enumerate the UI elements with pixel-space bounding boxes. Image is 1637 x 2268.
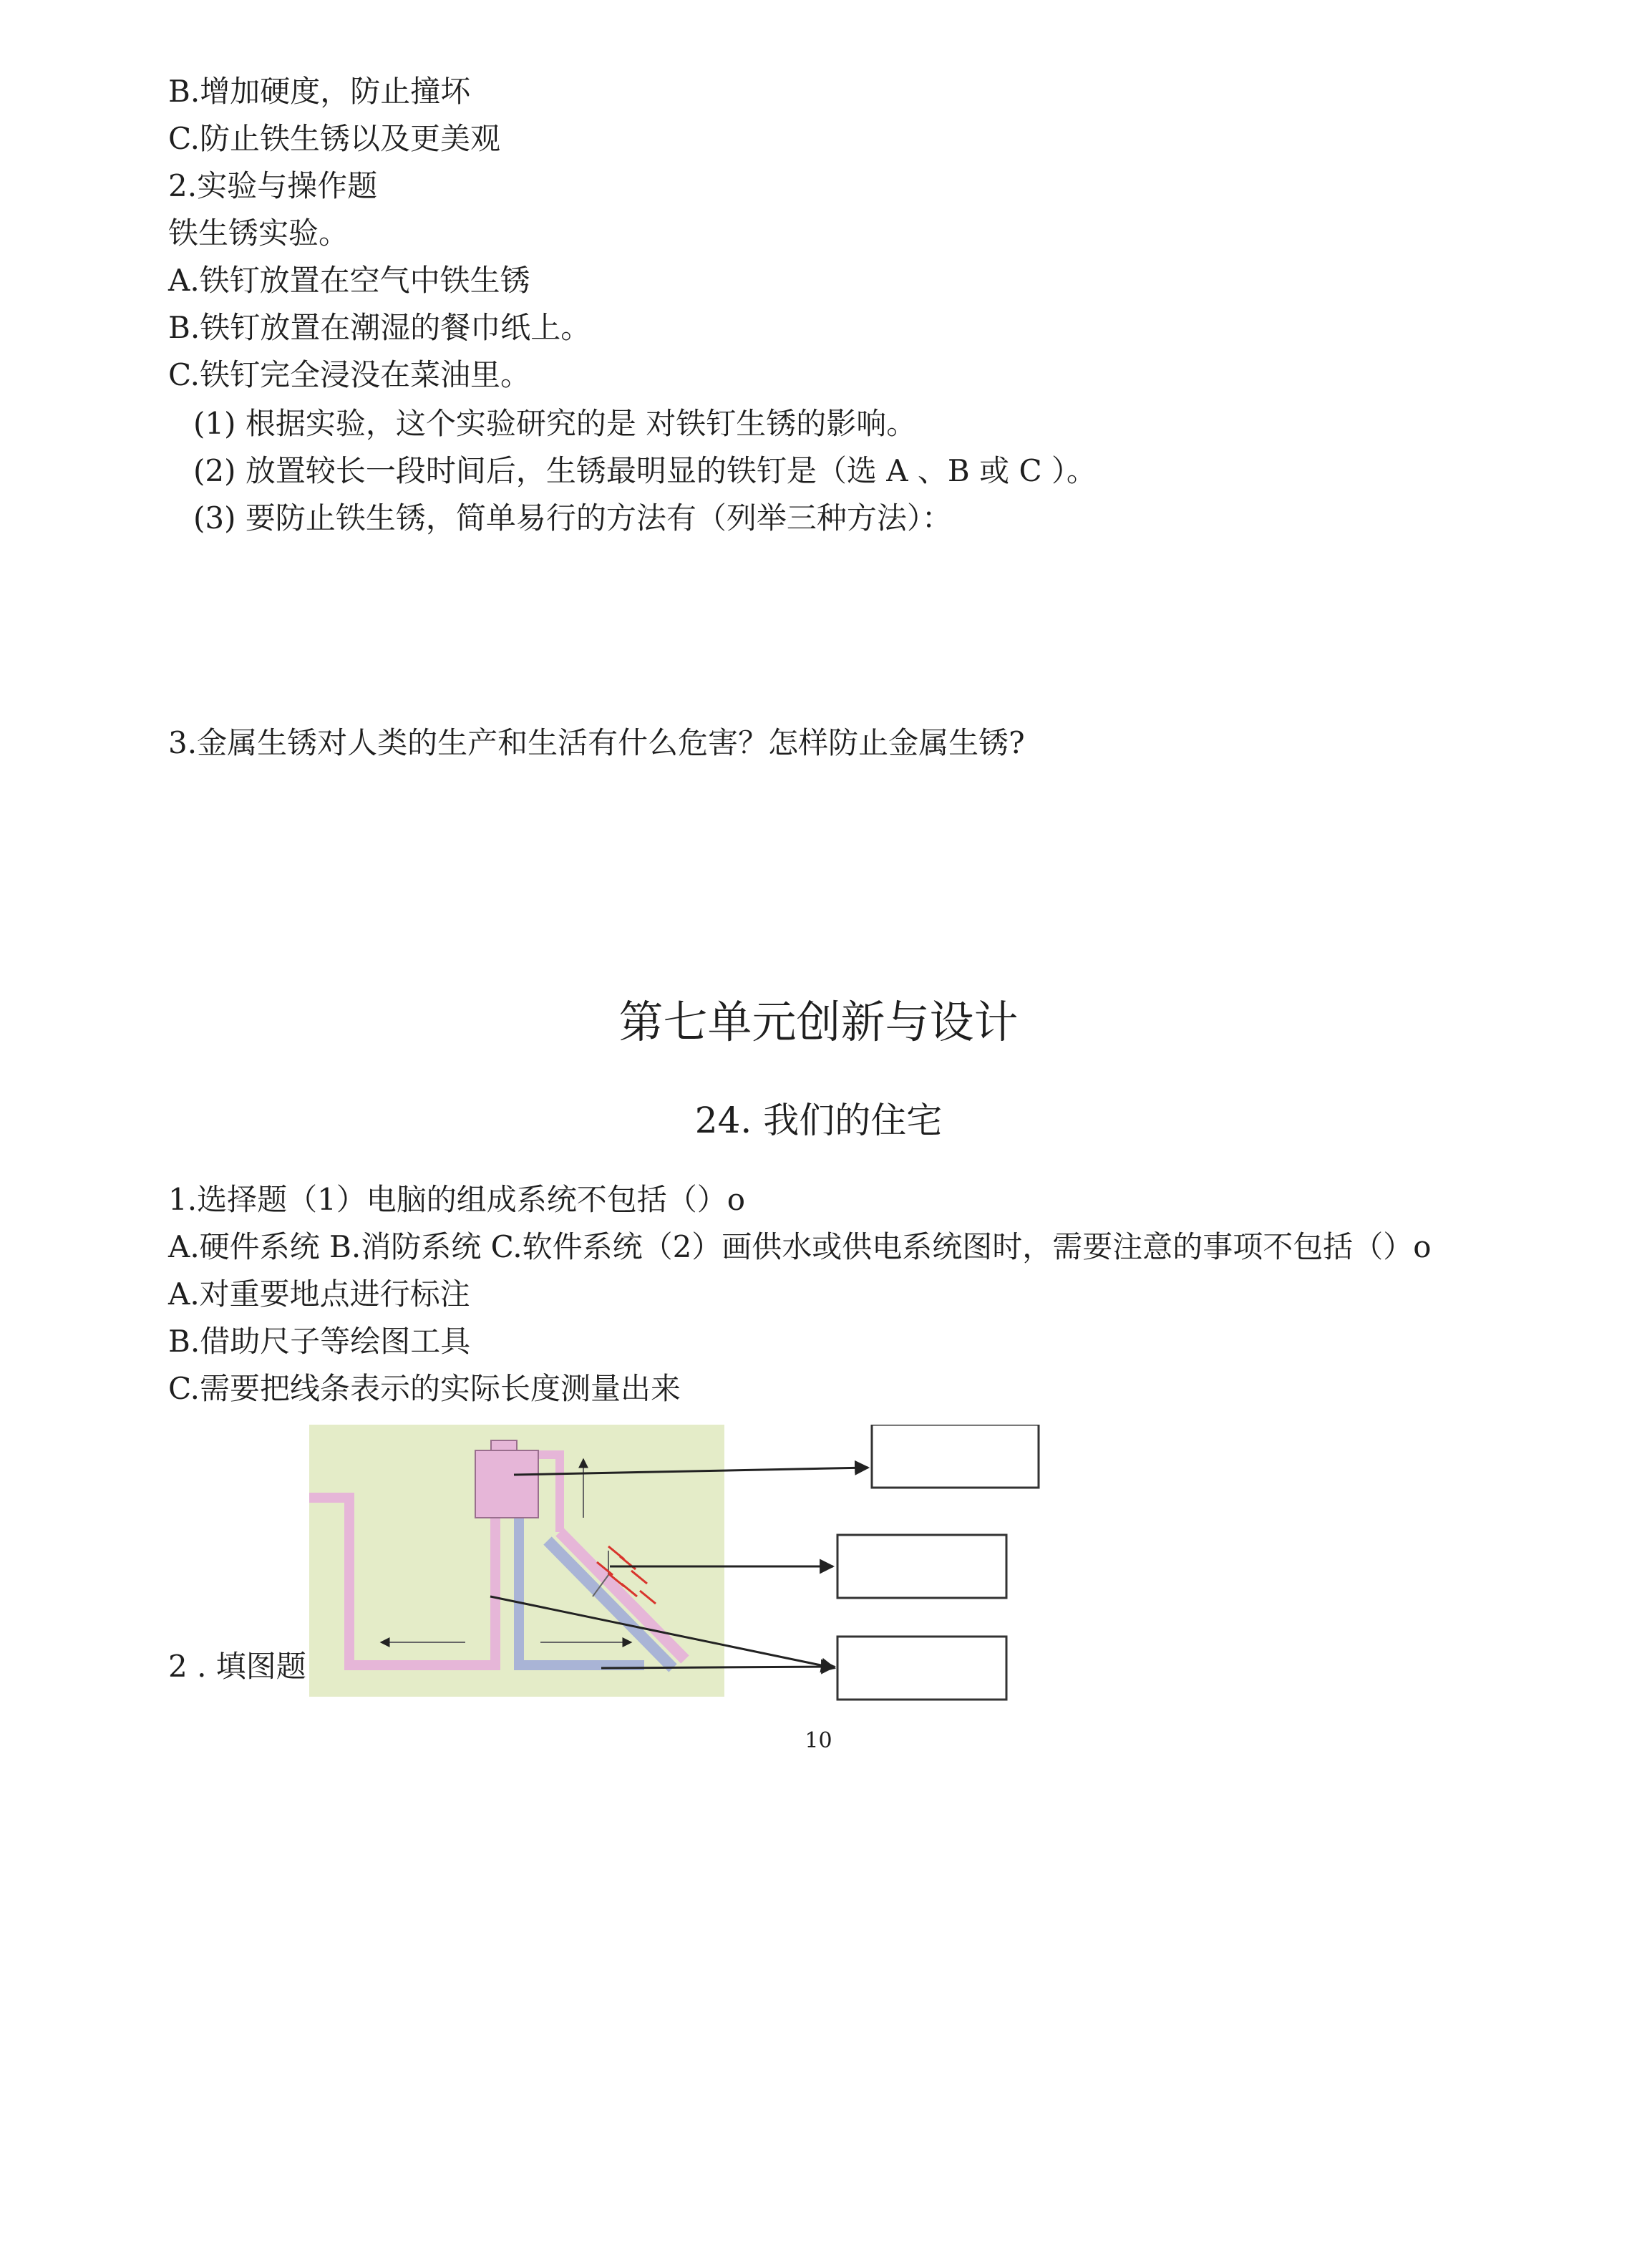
sub-question: (2) 放置较长一段时间后，生锈最明显的铁钉是（选 A 、B 或 C ）。 [193, 453, 1097, 488]
text-line: A.对重要地点进行标注 [168, 1276, 470, 1312]
text-line: C.防止铁生锈以及更美观 [168, 121, 500, 156]
answer-box [872, 1425, 1039, 1488]
text-line: B.铁钉放置在潮湿的餐巾纸上。 [168, 310, 591, 345]
text-line: C.铁钉完全浸没在菜油里。 [168, 357, 530, 392]
unit-title: 第七单元创新与设计 [618, 996, 1019, 1048]
solar-water-heater-diagram [301, 1425, 1059, 1711]
question-heading: 2.实验与操作题 [168, 168, 378, 203]
question-heading: 2 . 填图题 [168, 1649, 306, 1684]
text-line: B.增加硬度，防止撞坏 [168, 74, 471, 109]
answer-box [837, 1535, 1006, 1598]
text-line: B.借助尺子等绘图工具 [168, 1324, 471, 1359]
leader-line [601, 1667, 835, 1668]
question-heading: 1.选择题（1）电脑的组成系统不包括（）o [168, 1182, 746, 1217]
text-line: C.需要把线条表示的实际长度测量出来 [168, 1371, 681, 1406]
sub-question: (3) 要防止铁生锈，简单易行的方法有（列举三种方法）： [193, 500, 952, 536]
water-tank [475, 1450, 538, 1518]
text-line: 铁生锈实验。 [168, 215, 349, 251]
answer-box [837, 1637, 1006, 1700]
page-number: 10 [805, 1728, 832, 1753]
sub-question: (1) 根据实验，这个实验研究的是 对铁钉生锈的影响。 [193, 406, 917, 441]
question-heading: 3.金属生锈对人类的生产和生活有什么危害？怎样防止金属生锈? [168, 725, 1025, 760]
text-line: A.铁钉放置在空气中铁生锈 [168, 263, 530, 298]
lesson-title: 24. 我们的住宅 [694, 1100, 943, 1141]
text-line: A.硬件系统 B.消防系统 C.软件系统（2）画供水或供电系统图时，需要注意的事项不包括（）o [168, 1229, 1432, 1264]
